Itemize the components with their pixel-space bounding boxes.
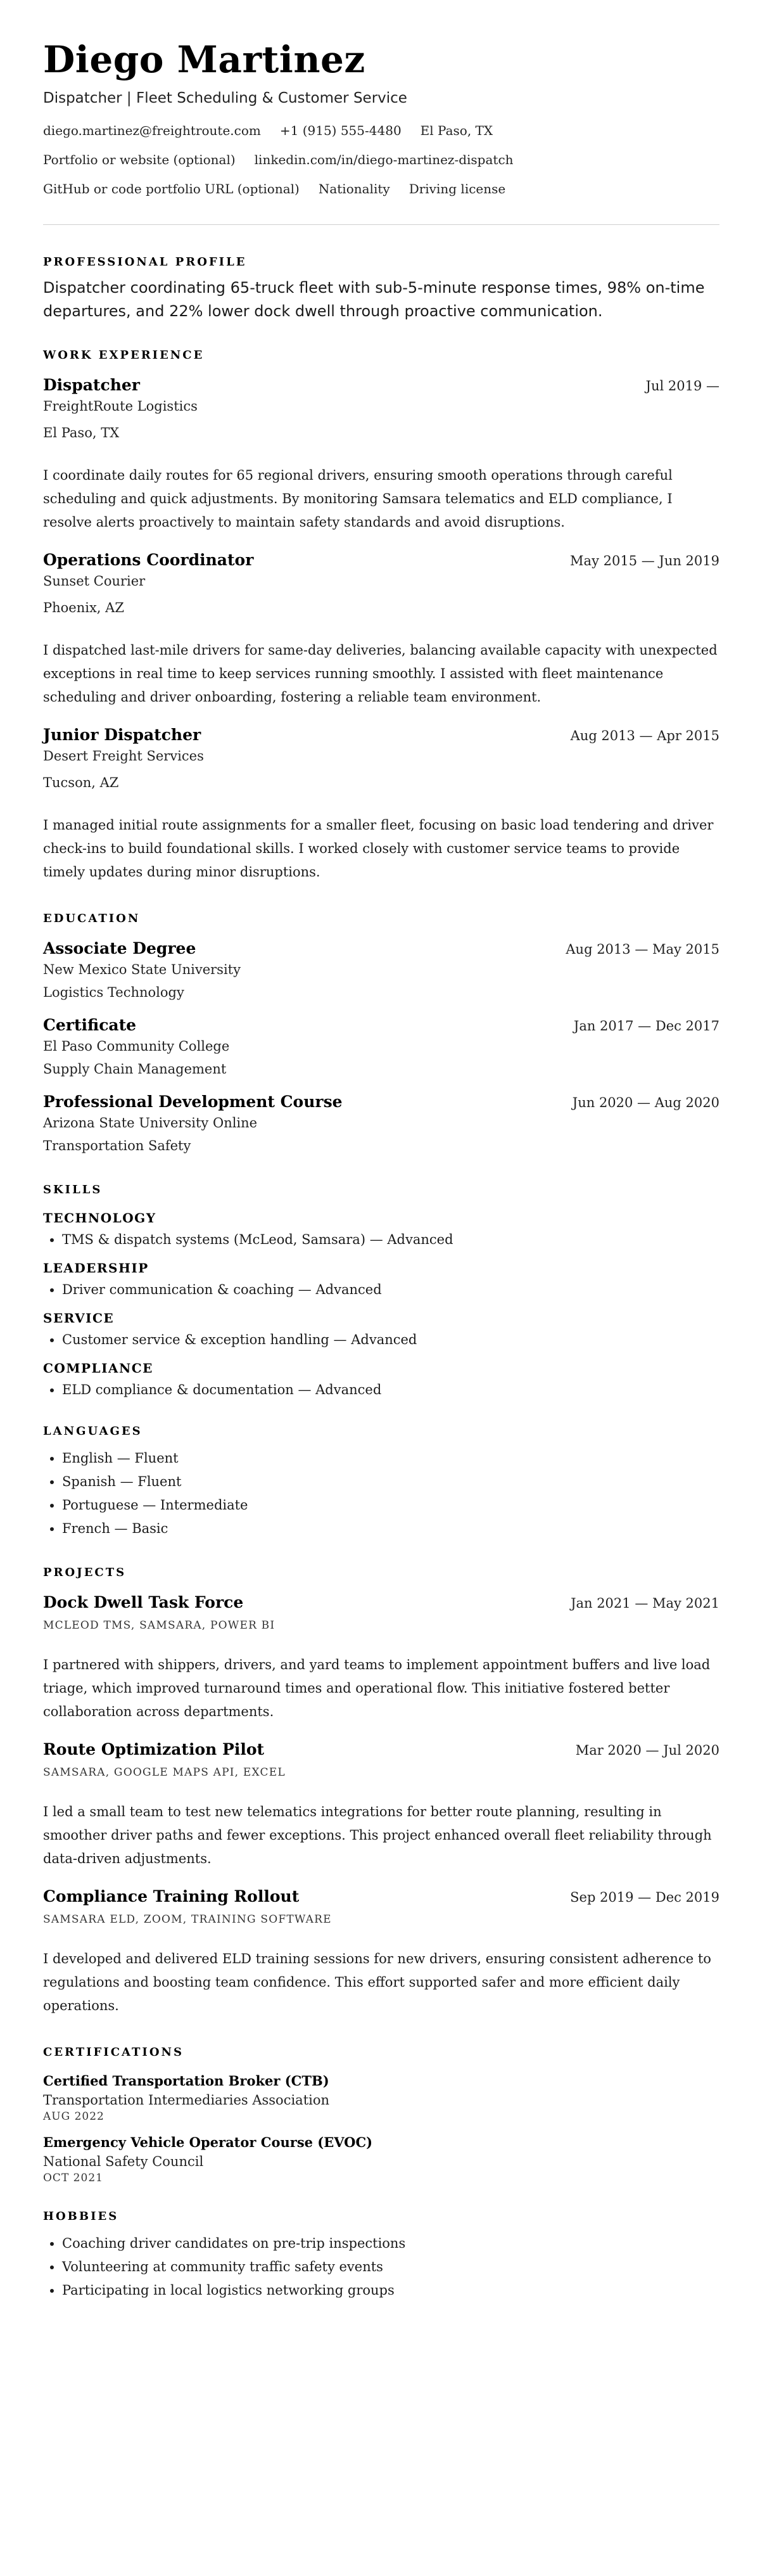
job-role: Junior Dispatcher (43, 726, 201, 744)
job-dates: Aug 2013 — Apr 2015 (570, 728, 719, 743)
profile-summary: Dispatcher coordinating 65-truck fleet with sub-5-minute response times, 98% on-time departures, and 22% lower dock dwell through proactive communication. (43, 279, 705, 320)
education-entry (43, 1016, 719, 1079)
github-link[interactable]: GitHub or code portfolio URL (optional) (43, 181, 300, 196)
languages-section-title: LANGUAGES (43, 1425, 142, 1438)
job-company: FreightRoute Logistics (43, 399, 198, 414)
job-role: Dispatcher (43, 376, 140, 394)
header-divider (43, 224, 719, 225)
skill-group (43, 1361, 719, 1402)
license-text: Driving license (408, 181, 506, 196)
portfolio-link[interactable]: Portfolio or website (optional) (43, 152, 236, 167)
education-school: New Mexico State University (43, 962, 241, 977)
project-tech: SAMSARA ELD, ZOOM, TRAINING SOFTWARE (43, 1913, 332, 1926)
hobby-item: • Coaching driver candidates on pre-trip inspections (62, 2232, 719, 2255)
language-item: • Portuguese — Intermediate (62, 1494, 719, 1517)
skill-group (43, 1310, 719, 1352)
education-entry (43, 1093, 719, 1155)
experience-section-title: WORK EXPERIENCE (43, 349, 205, 362)
education-school: El Paso Community College (43, 1039, 230, 1054)
education-field: Supply Chain Management (43, 1061, 227, 1077)
project-dates: Sep 2019 — Dec 2019 (570, 1890, 719, 1905)
hobby-item: • Volunteering at community traffic safety events (62, 2255, 719, 2279)
skill-group (43, 1260, 719, 1302)
project-description: I developed and delivered ELD training sessions for new drivers, ensuring consistent adherence to regulations and boosting team confidence. This effort supported safer and more efficient daily operations. (43, 1951, 711, 2013)
job-description: I managed initial route assignments for a smaller fleet, focusing on basic load tendering and driver check-ins to build foundational skills. I worked closely with customer service teams to provide timely updates during minor disruptions. (43, 817, 714, 880)
skill-item: • Driver communication & coaching — Advanced (62, 1278, 719, 1302)
certification-entry (43, 2073, 719, 2123)
education-field: Logistics Technology (43, 985, 184, 1000)
skill-item: • TMS & dispatch systems (McLeod, Samsara) — Advanced (62, 1228, 719, 1252)
certifications-section-title: CERTIFICATIONS (43, 2046, 184, 2059)
certification-org: Transportation Intermediaries Association (43, 2092, 330, 2108)
education-degree: Professional Development Course (43, 1093, 343, 1111)
education-dates: Jun 2020 — Aug 2020 (572, 1095, 719, 1110)
job-description: I dispatched last-mile drivers for same-day deliveries, balancing available capacity with unexpected exceptions in real time to keep services running smoothly. I assisted with fleet maintenance scheduling and driver onboarding, fostering a reliable team environment. (43, 643, 718, 705)
skill-category: TECHNOLOGY (43, 1210, 156, 1226)
project-entry (43, 1887, 719, 2018)
job-location: El Paso, TX (43, 425, 120, 440)
contact-row-primary (43, 122, 719, 139)
linkedin-link[interactable]: linkedin.com/in/diego-martinez-dispatch (254, 152, 514, 167)
language-item: • Spanish — Fluent (62, 1470, 719, 1494)
phone-text: +1 (915) 555-4480 (279, 123, 402, 138)
education-dates: Aug 2013 — May 2015 (566, 942, 719, 957)
job-entry (43, 376, 719, 534)
job-company: Desert Freight Services (43, 748, 204, 764)
education-degree: Certificate (43, 1016, 137, 1034)
skill-item: • Customer service & exception handling — Advanced (62, 1328, 719, 1352)
certification-org: National Safety Council (43, 2154, 204, 2169)
skills-section-title: SKILLS (43, 1183, 103, 1196)
education-field: Transportation Safety (43, 1138, 191, 1153)
certification-entry (43, 2134, 719, 2184)
contact-row-extra (43, 180, 719, 198)
job-dates: Jul 2019 — (645, 378, 719, 394)
education-entry (43, 939, 719, 1002)
resume-page (43, 0, 719, 2302)
language-item: • English — Fluent (62, 1447, 719, 1470)
job-dates: May 2015 — Jun 2019 (570, 553, 719, 568)
projects-section-title: PROJECTS (43, 1566, 127, 1579)
job-entry (43, 726, 719, 884)
skill-item: • ELD compliance & documentation — Advanced (62, 1378, 719, 1402)
skill-group (43, 1210, 719, 1252)
languages-list (43, 1447, 719, 1541)
skill-category: SERVICE (43, 1310, 115, 1326)
job-location: Tucson, AZ (43, 775, 119, 790)
project-entry (43, 1593, 719, 1724)
project-description: I partnered with shippers, drivers, and yard teams to implement appointment buffers and live load triage, which improved turnaround times and operational flow. This initiative fostered better collaboration across departments. (43, 1657, 711, 1719)
contact-row-links (43, 151, 719, 169)
job-location: Phoenix, AZ (43, 600, 124, 615)
certification-date: OCT 2021 (43, 2172, 103, 2184)
education-dates: Jan 2017 — Dec 2017 (573, 1018, 719, 1034)
skill-category: LEADERSHIP (43, 1260, 149, 1276)
education-degree: Associate Degree (43, 939, 196, 958)
skill-category: COMPLIANCE (43, 1361, 153, 1376)
project-name: Route Optimization Pilot (43, 1740, 265, 1759)
profile-section-title: PROFESSIONAL PROFILE (43, 255, 247, 269)
nationality-text: Nationality (318, 181, 390, 196)
headline: Dispatcher | Fleet Scheduling & Customer Service (43, 90, 407, 106)
hobbies-list (43, 2232, 719, 2302)
job-company: Sunset Courier (43, 574, 146, 589)
project-dates: Mar 2020 — Jul 2020 (575, 1743, 719, 1758)
project-name: Compliance Training Rollout (43, 1887, 300, 1906)
job-description: I coordinate daily routes for 65 regional drivers, ensuring smooth operations through careful scheduling and quick adjustments. By monitoring Samsara telematics and ELD compliance, I resolve alerts proactively to maintain safety standards and avoid disruptions. (43, 468, 673, 530)
hobby-item: • Participating in local logistics networking groups (62, 2279, 719, 2302)
project-tech: MCLEOD TMS, SAMSARA, POWER BI (43, 1619, 276, 1632)
job-entry (43, 551, 719, 709)
email-link[interactable]: diego.martinez@freightroute.com (43, 123, 261, 138)
certification-name: Certified Transportation Broker (CTB) (43, 2073, 329, 2089)
certification-date: AUG 2022 (43, 2110, 104, 2123)
project-dates: Jan 2021 — May 2021 (571, 1596, 719, 1611)
certification-name: Emergency Vehicle Operator Course (EVOC) (43, 2134, 373, 2150)
project-name: Dock Dwell Task Force (43, 1593, 244, 1612)
project-entry (43, 1740, 719, 1871)
hobbies-section-title: HOBBIES (43, 2210, 119, 2223)
job-role: Operations Coordinator (43, 551, 254, 569)
project-tech: SAMSARA, GOOGLE MAPS API, EXCEL (43, 1766, 286, 1779)
project-description: I led a small team to test new telematics integrations for better route planning, resulting in smoother driver paths and fewer exceptions. This project enhanced overall fleet reliability through data-driven adjustments. (43, 1804, 712, 1866)
language-item: • French — Basic (62, 1517, 719, 1541)
location-text: El Paso, TX (420, 123, 493, 138)
education-section-title: EDUCATION (43, 912, 141, 925)
candidate-name: Diego Martinez (43, 38, 365, 81)
education-school: Arizona State University Online (43, 1115, 258, 1131)
